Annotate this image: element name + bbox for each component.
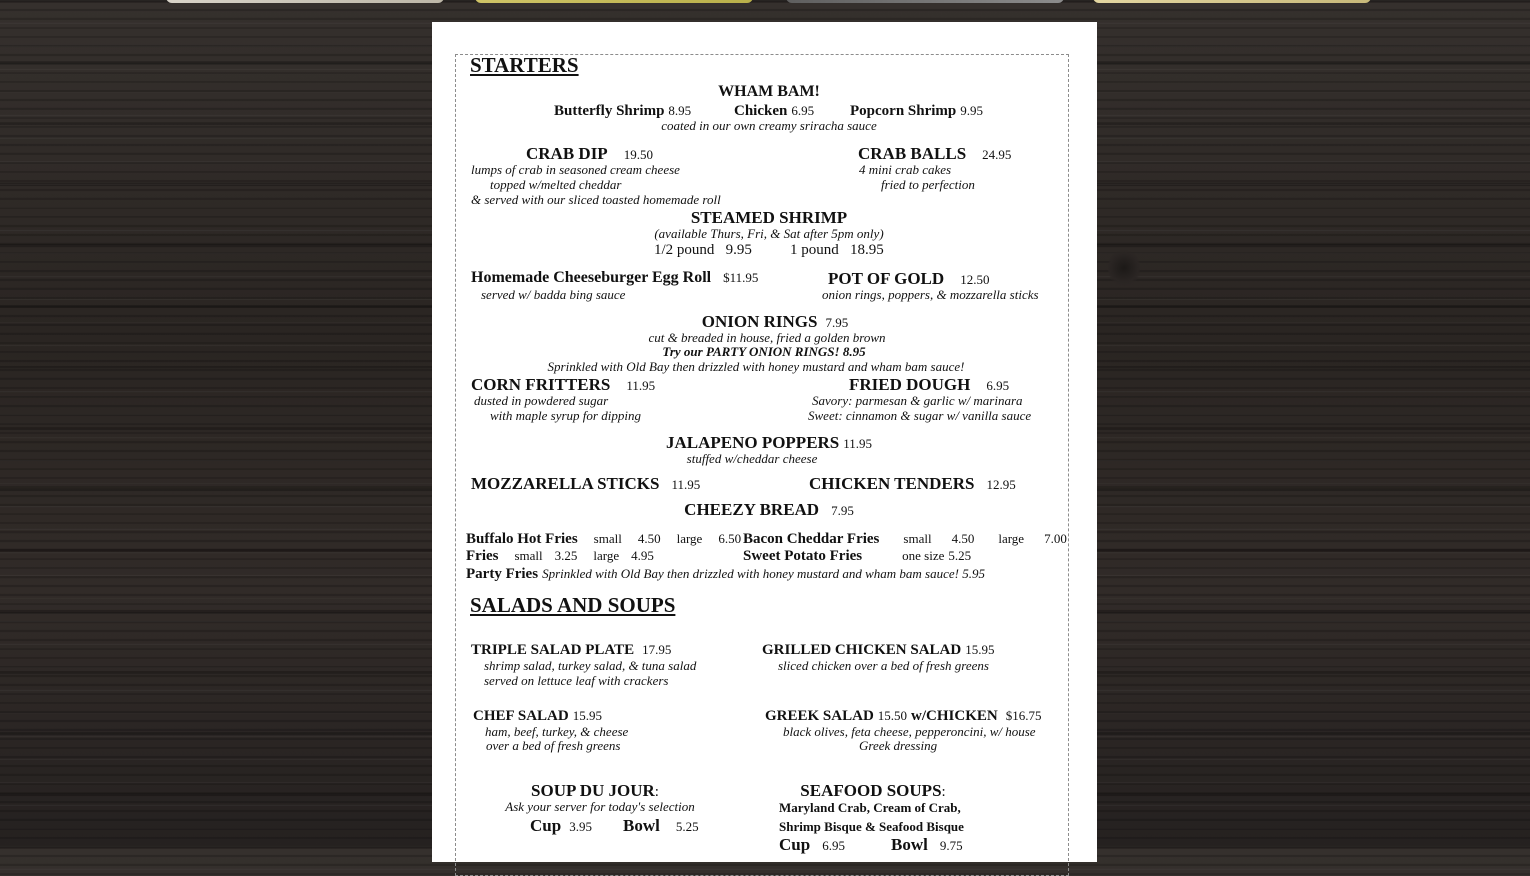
party-onion-rings-desc: Sprinkled with Old Bay then drizzled with honey mustard and wham bam sauce!	[547, 359, 965, 374]
grilled-chicken-salad-desc: sliced chicken over a bed of fresh greens	[778, 658, 989, 673]
soup-du-jour-title: SOUP DU JOUR:	[531, 781, 659, 800]
crab-dip-desc-1: lumps of crab in seasoned cream cheese	[471, 162, 680, 177]
fries: Fries small 3.25 large 4.95	[466, 548, 654, 564]
starters-heading: STARTERS	[470, 53, 579, 77]
pot-of-gold-desc: onion rings, poppers, & mozzarella sticks	[822, 287, 1039, 302]
seafood-soups-line-2: Shrimp Bisque & Seafood Bisque	[779, 819, 964, 834]
crab-balls-desc-2: fried to perfection	[881, 177, 975, 192]
corn-fritters-title: CORN FRITTERS 11.95	[471, 375, 656, 394]
onion-rings-desc: cut & breaded in house, fried a golden brown	[648, 330, 886, 345]
seafood-soups-line-1: Maryland Crab, Cream of Crab,	[779, 800, 961, 815]
wham-bam-chicken: Chicken 6.95	[734, 103, 815, 119]
salads-heading: SALADS AND SOUPS	[470, 593, 676, 617]
mozzarella-title: MOZZARELLA STICKS 11.95	[471, 474, 701, 493]
fried-dough-desc-1: Savory: parmesan & garlic w/ marinara	[812, 393, 1023, 408]
bacon-fries: Bacon Cheddar Fries small 4.50 large 7.00	[743, 531, 1067, 547]
grilled-chicken-salad-title: GRILLED CHICKEN SALAD 15.95	[762, 642, 995, 658]
onion-rings-title: ONION RINGS 7.95	[701, 312, 849, 331]
triple-salad-title: TRIPLE SALAD PLATE 17.95	[471, 642, 672, 658]
wham-bam-butterfly: Butterfly Shrimp 8.95	[554, 103, 692, 119]
crab-dip-title: CRAB DIP 19.50	[526, 144, 653, 163]
steamed-shrimp-one: 1 pound 18.95	[790, 242, 884, 258]
crab-balls-title: CRAB BALLS 24.95	[858, 144, 1012, 163]
fried-dough-desc-2: Sweet: cinnamon & sugar w/ vanilla sauce	[808, 408, 1032, 423]
crab-balls-desc-1: 4 mini crab cakes	[859, 162, 952, 177]
triple-salad-desc-1: shrimp salad, turkey salad, & tuna salad	[484, 658, 697, 673]
chicken-tenders-title: CHICKEN TENDERS 12.95	[809, 474, 1016, 493]
gallery-thumbnail-3[interactable]	[786, 0, 1064, 3]
pot-of-gold-title: POT OF GOLD 12.50	[828, 269, 990, 288]
gallery-thumbnail-2[interactable]	[475, 0, 753, 3]
greek-salad-title: GREEK SALAD 15.50 w/CHICKEN $16.75	[765, 708, 1042, 724]
steamed-shrimp-desc: (available Thurs, Fri, & Sat after 5pm only)	[654, 226, 884, 241]
seafood-soups-cup: Cup 6.95	[779, 835, 845, 854]
chef-salad-desc-2: over a bed of fresh greens	[486, 738, 621, 753]
jalapeno-desc: stuffed w/cheddar cheese	[686, 451, 818, 466]
menu-page	[432, 22, 1097, 862]
soup-du-jour-cup: Cup 3.95	[530, 816, 592, 835]
jalapeno-title: JALAPENO POPPERS 11.95	[665, 433, 873, 452]
soup-du-jour-desc: Ask your server for today's selection	[505, 799, 695, 814]
buffalo-fries: Buffalo Hot Fries small 4.50 large 6.50	[466, 531, 742, 547]
egg-roll-desc: served w/ badda bing sauce	[481, 287, 626, 302]
steamed-shrimp-title: STEAMED SHRIMP	[690, 208, 848, 227]
greek-salad-desc-2: Greek dressing	[859, 738, 938, 753]
crab-dip-desc-2: topped w/melted cheddar	[490, 177, 622, 192]
triple-salad-desc-2: served on lettuce leaf with crackers	[484, 673, 669, 688]
wham-bam-title: WHAM BAM!	[718, 83, 820, 100]
wham-bam-popcorn: Popcorn Shrimp 9.95	[850, 103, 984, 119]
soup-du-jour-bowl: Bowl 5.25	[623, 816, 699, 835]
seafood-soups-bowl: Bowl 9.75	[891, 835, 963, 854]
crab-dip-desc-3: & served with our sliced toasted homemade roll	[471, 192, 721, 207]
sweet-potato-fries: Sweet Potato Fries one size 5.25	[743, 548, 972, 564]
steamed-shrimp-half: 1/2 pound 9.95	[654, 242, 752, 258]
gallery-thumbnail-4[interactable]	[1093, 0, 1371, 3]
corn-fritters-desc-2: with maple syrup for dipping	[490, 408, 641, 423]
wood-knot	[1108, 248, 1140, 288]
gallery-thumbnail-1[interactable]	[166, 0, 444, 3]
chef-salad-desc-1: ham, beef, turkey, & cheese	[485, 724, 629, 739]
party-fries: Party Fries Sprinkled with Old Bay then drizzled with honey mustard and wham bam sauce! 5.95	[466, 566, 985, 582]
seafood-soups-title: SEAFOOD SOUPS:	[800, 781, 946, 800]
fried-dough-title: FRIED DOUGH 6.95	[849, 375, 1010, 394]
egg-roll-title: Homemade Cheeseburger Egg Roll $11.95	[471, 269, 759, 286]
greek-salad-desc-1: black olives, feta cheese, pepperoncini, w/ house	[783, 724, 1036, 739]
wham-bam-desc: coated in our own creamy sriracha sauce	[661, 118, 877, 133]
party-onion-rings: Try our PARTY ONION RINGS! 8.95	[662, 344, 866, 359]
corn-fritters-desc-1: dusted in powdered sugar	[474, 393, 609, 408]
chef-salad-title: CHEF SALAD 15.95	[473, 708, 602, 724]
cheezy-bread-title: CHEEZY BREAD 7.95	[684, 500, 854, 519]
